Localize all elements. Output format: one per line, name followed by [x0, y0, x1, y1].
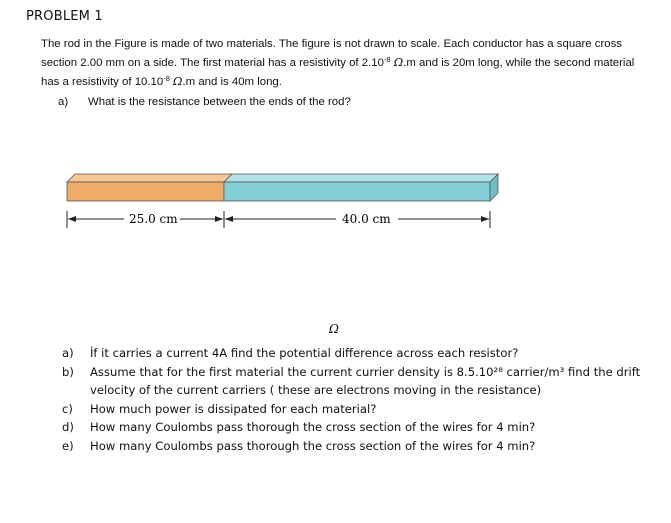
dim-arrow-mid-right — [225, 216, 233, 222]
dim-arrow-left — [68, 216, 76, 222]
rod-segment-1 — [67, 182, 224, 201]
statement-part-2: .m and is 20m long, while the second material has a resistivity of 10.10 — [41, 57, 635, 88]
question-text: How many Coulombs pass thorough the cross section of the wires for 4 min? — [90, 420, 536, 435]
rod-segment-1-top — [67, 174, 232, 182]
question-item-a — [62, 344, 662, 363]
question-text: Assume that for the first material the current currier density is 8.5.10²⁸ carrier/m³ find the drift velocity of the current carriers ( these are electrons moving in the resistance) — [90, 364, 641, 398]
question-item-d — [62, 418, 662, 437]
question-text: How much power is dissipated for each material? — [90, 401, 377, 416]
statement-part-3: .m and is 40m long. — [182, 76, 282, 88]
omega-symbol-1: Ω — [393, 55, 404, 69]
question-label: a) — [58, 96, 69, 108]
dim-arrow-right — [481, 216, 489, 222]
question-label: b) — [62, 364, 74, 379]
omega-symbol-2: Ω — [173, 74, 183, 88]
question-text: What is the resistance between the ends of the rod? — [88, 96, 351, 108]
question-label: c) — [62, 401, 73, 416]
question-label: d) — [62, 420, 74, 435]
omega-symbol: Ω — [329, 322, 339, 336]
segment-1-length-label: 25.0 cm — [129, 212, 178, 226]
question-text: İf it carries a current 4A find the potential difference across each resistor? — [90, 346, 519, 360]
exponent-1: -8 — [383, 55, 391, 64]
question-item-c — [62, 400, 662, 419]
question-label: e) — [62, 438, 74, 453]
question-text: How many Coulombs pass thorough the cross section of the wires for 4 min? — [90, 438, 536, 453]
rod-segment-2 — [224, 182, 490, 201]
segment-2-length-label: 40.0 cm — [342, 212, 391, 226]
dim-arrow-mid-left — [215, 216, 223, 222]
statement-part-1: The rod in the Figure is made of two materials. The figure is not drawn to scale. Each conductor has a square cross section 2.00 mm on a side. The first material has a resistivity of 2.10 — [41, 38, 623, 69]
rod-segment-2-top — [224, 174, 498, 182]
question-list — [62, 344, 662, 456]
question-item-b — [62, 363, 662, 400]
question-item-e — [62, 437, 662, 456]
question-label: a) — [62, 346, 74, 360]
problem-title: PROBLEM 1 — [26, 9, 103, 24]
exponent-2: -8 — [163, 74, 170, 83]
